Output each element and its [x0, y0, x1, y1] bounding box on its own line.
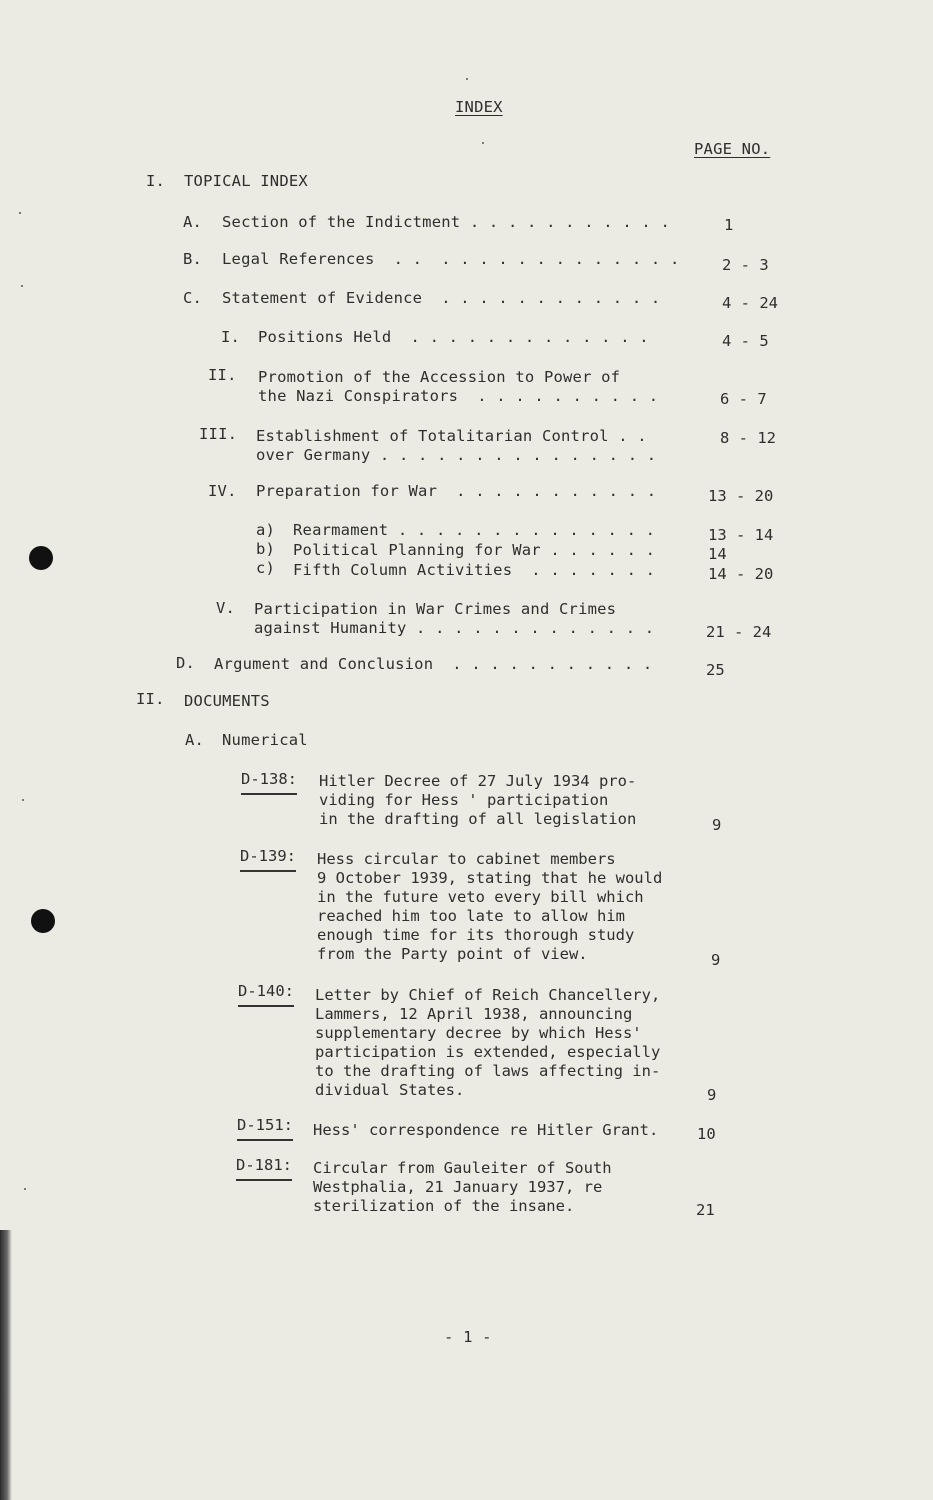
document-id: D-181:	[236, 1156, 292, 1181]
entry-text: Argument and Conclusion . . . . . . . . . . .	[214, 655, 653, 673]
speck	[19, 212, 21, 214]
document-description: Circular from Gauleiter of South Westphalia, 21 January 1937, re sterilization of the insane.	[313, 1159, 612, 1215]
war-item-letter: b)	[256, 540, 276, 558]
entry-page: 4 - 24	[722, 294, 778, 312]
sub-letter: A.	[185, 731, 205, 749]
sub-page: 13 - 20	[708, 487, 774, 505]
entry-text: Section of the Indictment . . . . . . . . . . .	[222, 213, 670, 231]
document-page: 21	[696, 1201, 715, 1219]
entry-page: 1	[724, 216, 734, 234]
page-edge-shadow	[0, 1230, 12, 1500]
war-item-text: Political Planning for War . . . . . .	[293, 541, 656, 559]
document-id: D-139:	[240, 847, 296, 872]
sub-page: 8 - 12	[720, 429, 776, 447]
speck	[466, 78, 468, 80]
punch-hole	[31, 909, 55, 933]
sub-text: Promotion of the Accession to Power of the Nazi Conspirators . . . . . . . . . .	[258, 368, 659, 405]
section-heading: DOCUMENTS	[184, 692, 270, 710]
sub-numeral: IV.	[208, 482, 237, 500]
section-numeral: II.	[136, 690, 165, 708]
entry-text: Statement of Evidence . . . . . . . . . . . .	[222, 289, 661, 307]
sub-page: 21 - 24	[706, 623, 772, 641]
index-title: INDEX	[455, 98, 503, 116]
document-id: D-151:	[237, 1116, 293, 1141]
entry-letter: D.	[176, 654, 196, 672]
war-item-text: Rearmament . . . . . . . . . . . . . .	[293, 521, 656, 539]
document-page: 9	[711, 951, 721, 969]
sub-text: Establishment of Totalitarian Control . . over Germany . . . . . . . . . . . . . . .	[256, 427, 657, 464]
entry-letter: A.	[183, 213, 203, 231]
sub-page: 6 - 7	[720, 390, 767, 408]
sub-text: Participation in War Crimes and Crimes against Humanity . . . . . . . . . . . . .	[254, 600, 655, 637]
page-no-header: PAGE NO.	[694, 140, 771, 158]
entry-letter: B.	[183, 250, 203, 268]
war-item-letter: c)	[256, 559, 276, 577]
sub-page: 4 - 5	[722, 332, 769, 350]
sub-text: Preparation for War . . . . . . . . . . .	[256, 482, 657, 500]
document-description: Letter by Chief of Reich Chancellery, Lammers, 12 April 1938, announcing supplementary decree by which Hess' participation is extended, especially to the drafting of laws affecting in- dividual States.	[315, 986, 661, 1099]
document-page: 10	[697, 1125, 716, 1143]
war-item-page: 14	[708, 545, 727, 563]
section-numeral: I.	[146, 172, 166, 190]
speck	[482, 142, 484, 144]
sub-numeral: I.	[221, 328, 241, 346]
entry-page: 25	[706, 661, 725, 679]
entry-text: Legal References . . . . . . . . . . . . . . .	[222, 250, 680, 268]
document-description: Hitler Decree of 27 July 1934 pro- viding for Hess ' participation in the drafting of all legislation	[319, 772, 637, 828]
war-item-page: 14 - 20	[708, 565, 774, 583]
section-heading: TOPICAL INDEX	[184, 172, 308, 190]
sub-numeral: II.	[208, 366, 237, 384]
sub-numeral: III.	[199, 425, 238, 443]
sub-heading: Numerical	[222, 731, 308, 749]
speck	[21, 285, 23, 287]
page-number: - 1 -	[444, 1328, 492, 1346]
document-description: Hess circular to cabinet members 9 October 1939, stating that he would in the future veto every bill which reached him too late to allow him enough time for its thorough study from the Party point of view.	[317, 850, 663, 963]
document-page: 9	[712, 816, 722, 834]
punch-hole	[29, 546, 53, 570]
document-page: 9	[707, 1086, 717, 1104]
sub-text: Positions Held . . . . . . . . . . . . .	[258, 328, 649, 346]
war-item-page: 13 - 14	[708, 526, 774, 544]
war-item-text: Fifth Column Activities . . . . . . .	[293, 561, 656, 579]
speck	[22, 799, 24, 801]
war-item-letter: a)	[256, 521, 276, 539]
entry-page: 2 - 3	[722, 256, 769, 274]
entry-letter: C.	[183, 289, 203, 307]
document-description: Hess' correspondence re Hitler Grant.	[313, 1121, 659, 1139]
sub-numeral: V.	[216, 599, 236, 617]
speck	[24, 1188, 26, 1190]
document-id: D-140:	[238, 982, 294, 1007]
document-id: D-138:	[241, 770, 297, 795]
